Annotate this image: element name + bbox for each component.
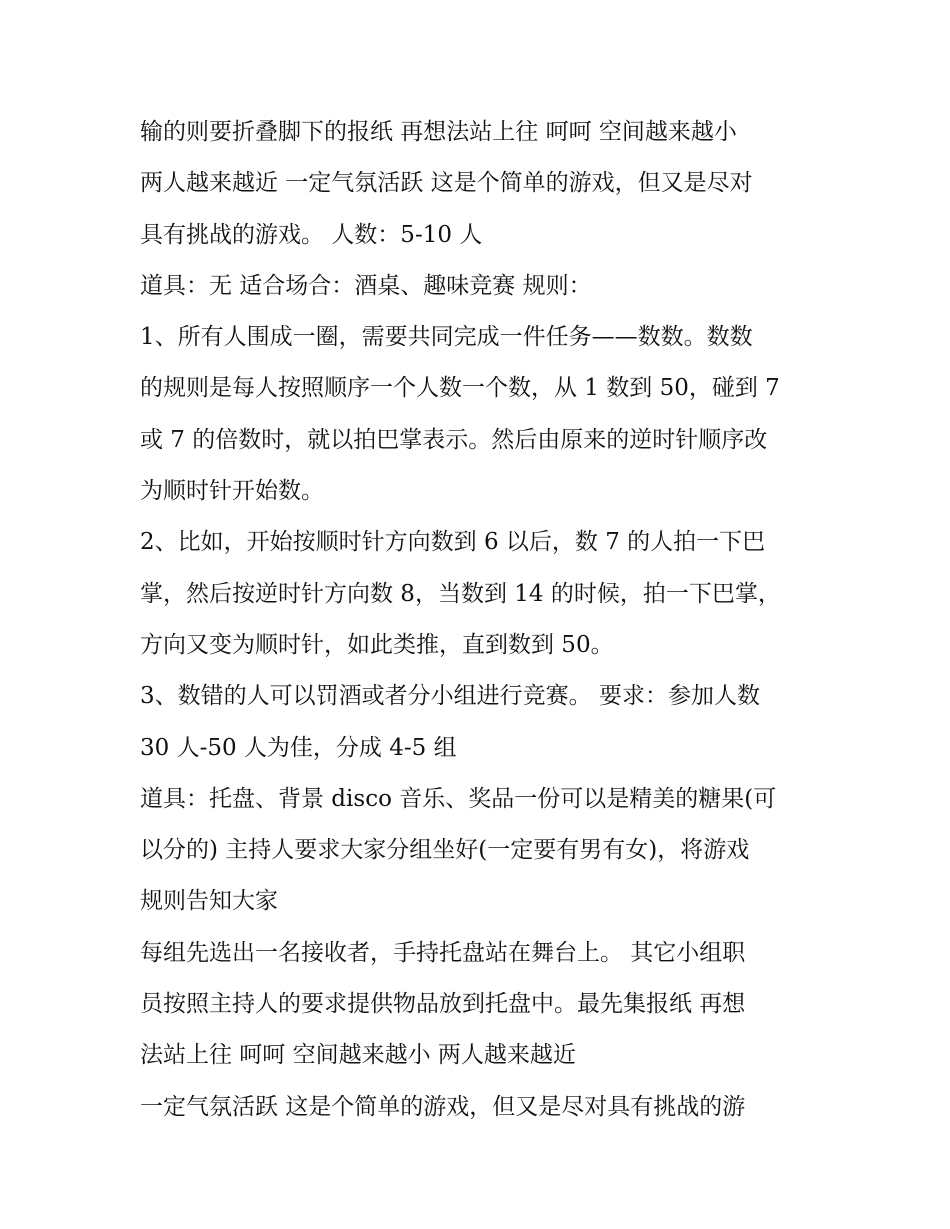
text-line: 每组先选出一名接收者，手持托盘站在舞台上。 其它小组职 — [140, 939, 746, 966]
text-line: 以分的) 主持人要求大家分组坐好(一定要有男有女)，将游戏 — [140, 837, 750, 864]
text-line: 掌，然后按逆时针方向数 8，当数到 14 的时候，拍一下巴掌， — [140, 580, 781, 607]
text-line: 法站上往 呵呵 空间越来越小 两人越来越近 — [140, 1042, 576, 1069]
text-line: 具有挑战的游戏。 人数：5-10 人 — [140, 221, 483, 248]
text-line: 或 7 的倍数时，就以拍巴掌表示。然后由原来的逆时针顺序改 — [140, 426, 768, 453]
text-line: 规则告知大家 — [140, 888, 278, 915]
document-page — [140, 107, 812, 1133]
text-line: 道具：无 适合场合：酒桌、趣味竞赛 规则： — [140, 272, 592, 299]
text-line: 输的则要折叠脚下的报纸 再想法站上往 呵呵 空间越来越小 — [140, 119, 737, 145]
text-line: 30 人-50 人为佳，分成 4-5 组 — [140, 734, 457, 761]
text-line: 3、数错的人可以罚酒或者分小组进行竞赛。 要求：参加人数 — [140, 683, 760, 710]
text-line: 两人越来越近 一定气氛活跃 这是个简单的游戏，但又是尽对 — [140, 170, 753, 197]
text-line: 为顺时针开始数。 — [140, 478, 324, 505]
text-line: 一定气氛活跃 这是个简单的游戏，但又是尽对具有挑战的游 — [140, 1093, 746, 1120]
text-line: 道具：托盘、背景 disco 音乐、奖品一份可以是精美的糖果(可 — [140, 785, 777, 812]
text-line: 2、比如，开始按顺时针方向数到 6 以后，数 7 的人拍一下巴 — [140, 529, 766, 556]
text-line: 方向又变为顺时针，如此类推，直到数到 50。 — [140, 631, 614, 658]
text-line: 的规则是每人按照顺序一个人数一个数，从 1 数到 50，碰到 7 — [140, 375, 780, 402]
text-line: 员按照主持人的要求提供物品放到托盘中。最先集报纸 再想 — [140, 991, 746, 1018]
text-line: 1、所有人围成一圈，需要共同完成一件任务——数数。数数 — [140, 324, 753, 351]
